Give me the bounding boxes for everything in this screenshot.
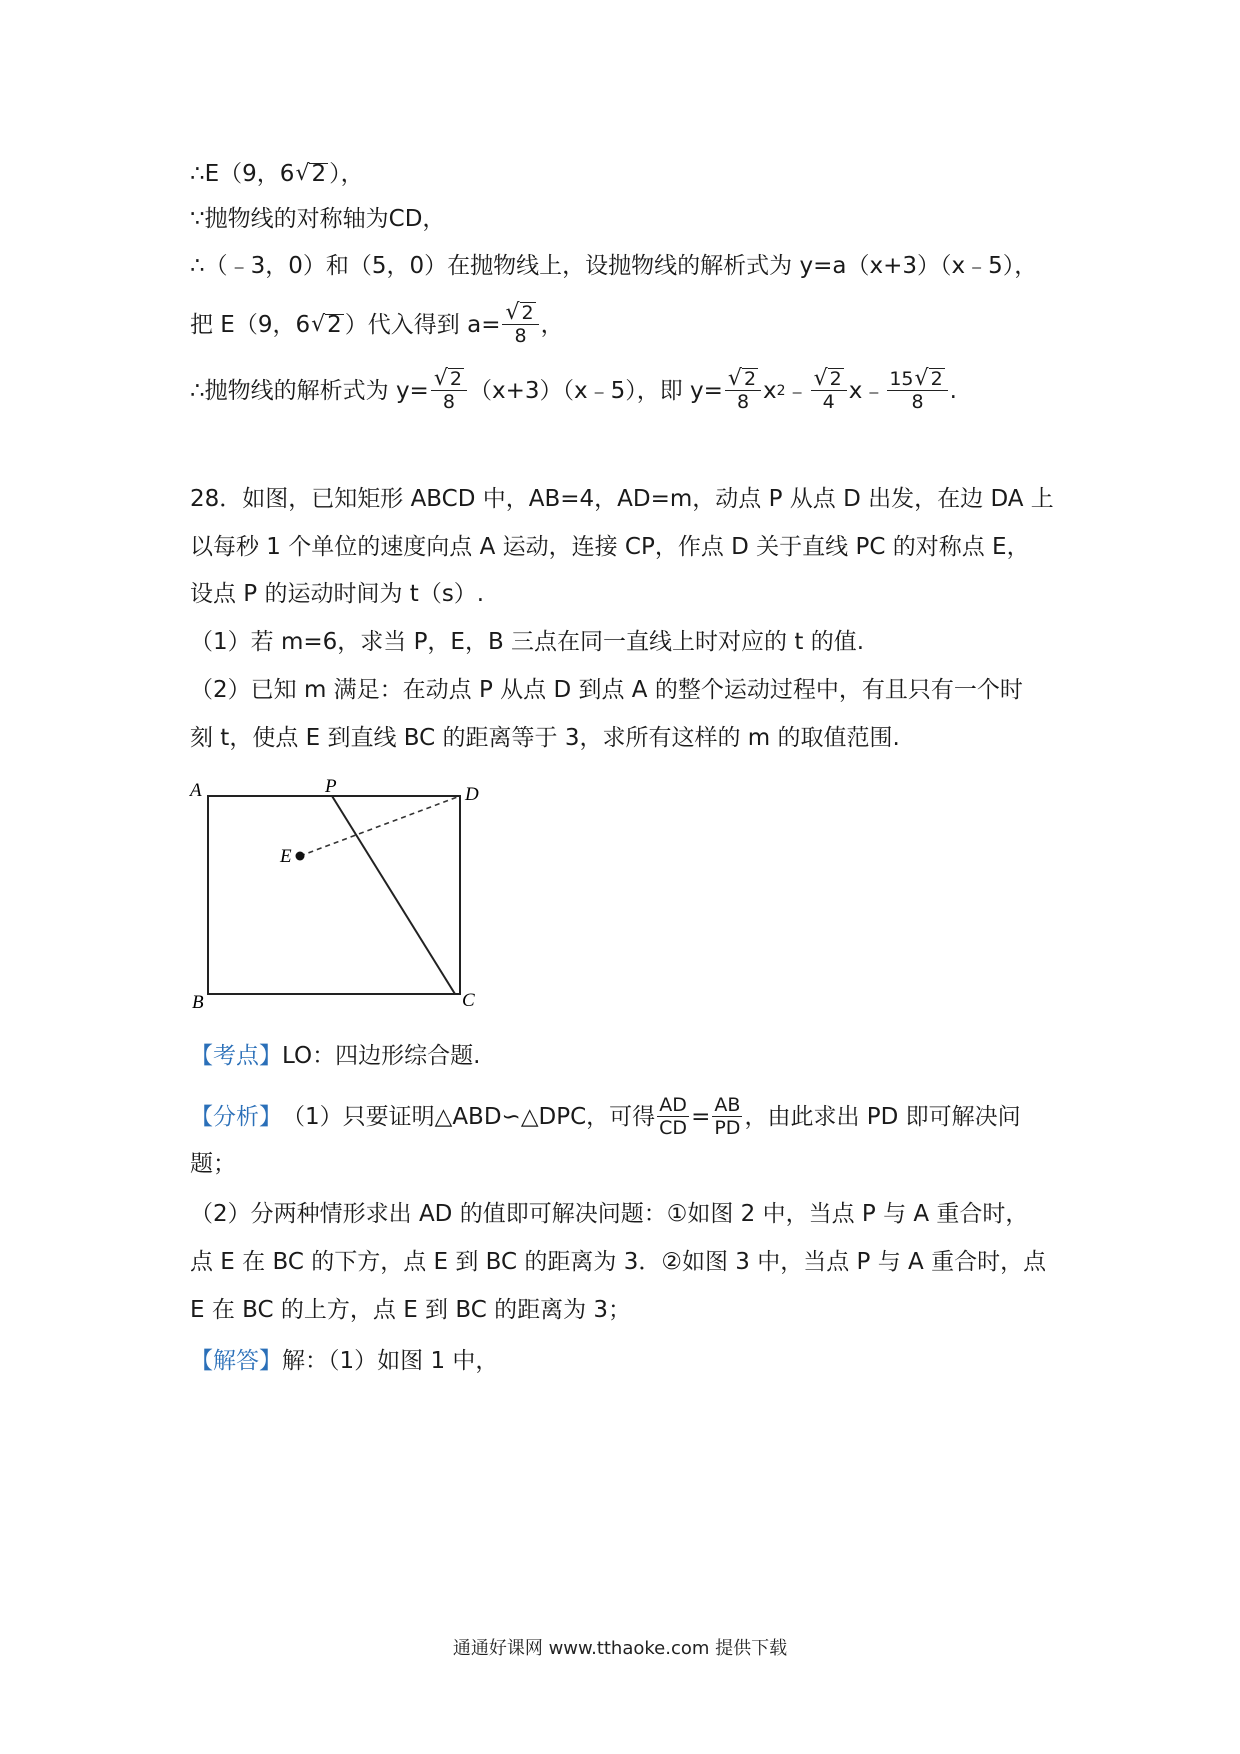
page-footer: 通通好课网 www.tthaoke.com 提供下载 <box>452 1638 788 1659</box>
label-e: E <box>280 846 292 867</box>
segment-ed-dashed <box>300 796 460 856</box>
kaodian-line: 【考点】 LO：四边形综合题. <box>190 1040 1060 1072</box>
fraction: √ 2 8 <box>502 302 538 347</box>
fenxi-line-5: E 在 BC 的上方，点 E 到 BC 的距离为 3； <box>190 1297 632 1323</box>
jieda-line: 【解答】 解：（1）如图 1 中， <box>190 1345 1060 1377</box>
fenxi-line-3: （2）分两种情形求出 AD 的值即可解决问题：①如图 2 中，当点 P 与 A 重合时， <box>190 1201 1029 1227</box>
sqrt-expression: √ 2 <box>295 161 327 187</box>
label-b: B <box>192 992 204 1008</box>
label-p: P <box>325 778 337 797</box>
sqrt-expression: √ 2 <box>311 311 342 338</box>
label-c: C <box>462 990 475 1008</box>
solution-line-2: ∵抛物线的对称轴为CD， <box>190 206 446 232</box>
solution-line-4: 把 E（9，6 √ 2 ）代入得到 a= √ 2 8 ， <box>190 300 564 347</box>
segment-pc <box>332 796 455 994</box>
problem-line-2: 以每秒 1 个单位的速度向点 A 运动，连接 CP，作点 D 关于直线 PC 的对称点 E， <box>190 534 1030 560</box>
fenxi-tag: 【分析】 <box>190 1103 282 1130</box>
point-e <box>296 852 305 861</box>
solution-line-5: ∴抛物线的解析式为 y= √ 2 8 （x+3）（x﹣5），即 y= √ 2 8 x 2 ﹣ √ 2 4 x﹣ 15 √ 2 8 . <box>190 366 957 413</box>
question-1: （1）若 m=6，求当 P，E，B 三点在同一直线上时对应的 t 的值. <box>190 629 865 655</box>
fenxi-line-2: 题； <box>190 1151 236 1177</box>
label-d: D <box>465 784 479 805</box>
label-a: A <box>190 780 202 801</box>
question-2b: 刻 t，使点 E 到直线 BC 的距离等于 3，求所有这样的 m 的取值范围. <box>190 725 900 751</box>
fraction: √ 2 8 <box>431 368 467 413</box>
text: ∴E（9，6 <box>190 161 295 187</box>
fraction: 15 √ 2 8 <box>887 368 947 413</box>
problem-line-3: 设点 P 的运动时间为 t（s）. <box>190 581 485 607</box>
fraction: $\frac{AD}{CD}$ <box>659 1094 688 1139</box>
jieda-tag: 【解答】 <box>190 1348 282 1374</box>
problem-line-1: 28．如图，已知矩形 ABCD 中，AB=4，AD=m，动点 P 从点 D 出发，在边 DA 上 <box>190 486 1054 512</box>
fraction: $\frac{AB}{PD}$ <box>714 1094 741 1139</box>
solution-line-1 <box>190 158 1060 190</box>
text: ）， <box>329 161 364 187</box>
question-2a: （2）已知 m 满足：在动点 P 从点 D 到点 A 的整个运动过程中，有且只有一个时 <box>190 677 1023 703</box>
fenxi-line-1: 【分析】 （1）只要证明△ABD∽△DPC，可得 $\frac{AD}{CD}$ = $\frac{AB}{PD}$ ，由此求出 PD 即可解决问 <box>190 1094 1021 1139</box>
geometry-figure <box>180 778 480 1008</box>
fraction: √ 2 4 <box>811 368 847 413</box>
fraction: √ 2 8 <box>725 368 761 413</box>
kaodian-tag: 【考点】 <box>190 1043 282 1069</box>
fenxi-line-4: 点 E 在 BC 的下方，点 E 到 BC 的距离为 3．②如图 3 中，当点 P 与 A 重合时，点 <box>190 1249 1047 1275</box>
rectangle-abcd <box>208 796 460 994</box>
solution-line-3: ∴（﹣3，0）和（5，0）在抛物线上，设抛物线的解析式为 y=a（x+3）（x﹣5）， <box>190 253 1038 279</box>
